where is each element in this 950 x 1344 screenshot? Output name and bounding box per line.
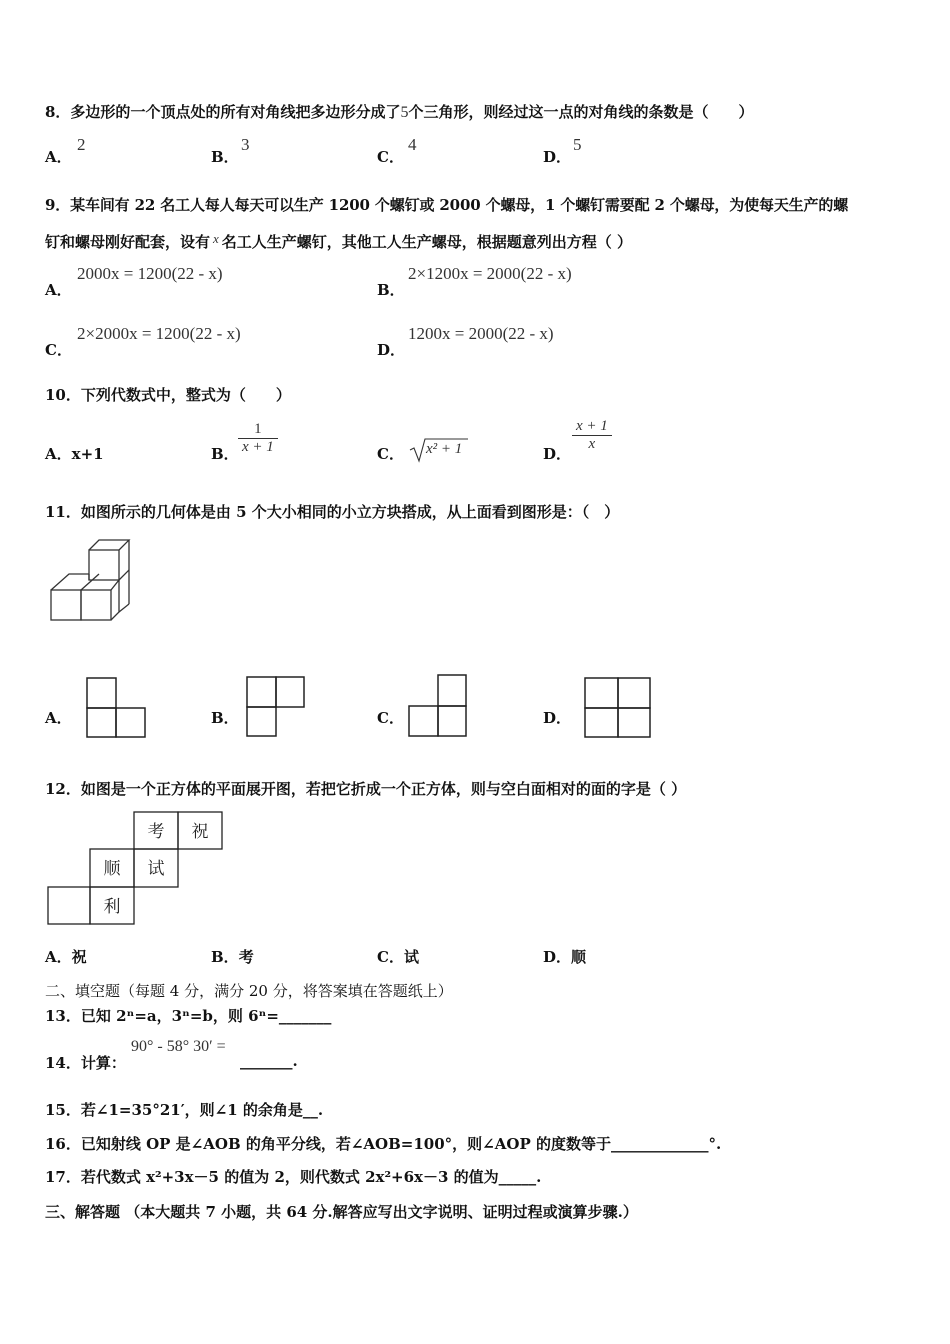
- q8-option-c-value: 4: [408, 135, 417, 154]
- option-label: D．: [543, 948, 572, 966]
- q9-option-b-label: B．: [377, 281, 405, 299]
- q14-prefix: 14．计算：: [45, 1054, 126, 1072]
- q11-option-d-figure: [583, 676, 653, 740]
- q12-option-a: [45, 946, 87, 967]
- net-face-zhu: 祝: [191, 822, 209, 842]
- q8-stem-a: 8．多边形的一个顶点处的所有对角线把多边形分成了: [45, 103, 401, 121]
- q11-option-a-label: A．: [45, 709, 72, 727]
- q8-option-d: [543, 146, 571, 167]
- q10-option-b-fraction: [238, 421, 278, 456]
- net-face-li: 利: [103, 897, 121, 917]
- section-3-heading: 三、解答题 （本大题共 7 小题，共 64 分.解答应写出文字说明、证明过程或演算步骤.）: [45, 1203, 638, 1221]
- q9-option-c-label: C．: [45, 341, 72, 359]
- option-label: B．: [211, 948, 239, 966]
- q8-option-b: [211, 146, 239, 167]
- net-face-shi: 试: [147, 859, 165, 879]
- q9-option-b-value: 2×1200x = 2000(22 - x): [408, 264, 572, 283]
- q10-stem: 10．下列代数式中，整式为（ ）: [45, 386, 291, 404]
- q16: 16．已知射线 OP 是∠AOB 的角平分线，若∠AOB=100°，则∠AOP 的度数等于_____________°.: [45, 1135, 722, 1153]
- q14: [45, 1052, 126, 1073]
- q9-option-a-value: 2000x = 1200(22 - x): [77, 264, 223, 283]
- q11-stem: 11．如图所示的几何体是由 5 个大小相同的小立方块搭成，从上面看到图形是：（ ）: [45, 503, 620, 521]
- net-face-shun: 顺: [103, 859, 121, 879]
- q15: 15．若∠1=35°21′，则∠1 的余角是__.: [45, 1101, 324, 1119]
- option-label: A．: [45, 148, 72, 166]
- q11-option-c-figure: [407, 673, 469, 739]
- q14-blank: _______.: [240, 1052, 298, 1070]
- q11-option-b-figure: [245, 675, 307, 739]
- q9-option-c-value: 2×2000x = 1200(22 - x): [77, 324, 241, 343]
- option-label: A．: [45, 948, 72, 966]
- fraction-denominator: x: [588, 436, 596, 452]
- option-value: 考: [238, 948, 254, 966]
- q8-stem-b: 个三角形，则经过这一点的对角线的条数是（ ）: [408, 103, 754, 121]
- fraction-numerator: 1: [238, 421, 278, 439]
- option-label: C．: [377, 948, 404, 966]
- q10-option-c-sqrt: [408, 436, 470, 468]
- option-label: B．: [211, 148, 239, 166]
- option-value: x+1: [71, 445, 104, 463]
- section-2-heading: 二、填空题（每题 4 分，满分 20 分，将答案填在答题纸上）: [45, 982, 453, 1000]
- q8-stem-num: 5: [400, 104, 409, 121]
- q9-option-a-label: A．: [45, 281, 72, 299]
- q12-option-b: [211, 946, 254, 967]
- q9-option-d-value: 1200x = 2000(22 - x): [408, 324, 554, 343]
- option-label: A．: [45, 445, 72, 463]
- q8-option-b-value: 3: [241, 135, 250, 154]
- q12-option-c: [377, 946, 419, 967]
- q12-option-d: [543, 946, 586, 967]
- q8-option-a-value: 2: [77, 135, 86, 154]
- q9-line2-b: 名工人生产螺钉，其他工人生产螺母，根据题意列出方程（ ）: [221, 233, 633, 251]
- q12-stem: 12．如图是一个正方体的平面展开图，若把它折成一个正方体，则与空白面相对的面的字是（ ）: [45, 780, 687, 798]
- q10-option-d-fraction: [572, 418, 612, 453]
- q11-option-d-label: D．: [543, 709, 572, 727]
- q9-option-d-label: D．: [377, 341, 406, 359]
- net-face-kao: 考: [147, 822, 165, 842]
- q8-stem: [45, 101, 753, 122]
- q10-option-d-label: D．: [543, 445, 572, 463]
- q11-option-c-label: C．: [377, 709, 404, 727]
- option-value: 祝: [71, 948, 87, 966]
- option-label: C．: [377, 148, 404, 166]
- q9-stem-line2: [45, 231, 632, 252]
- q9-line2-a: 钉和螺母刚好配套，设有: [45, 233, 211, 251]
- q11-option-b-label: B．: [211, 709, 239, 727]
- q13: 13．已知 2ⁿ=a，3ⁿ=b，则 6ⁿ=_______: [45, 1007, 332, 1025]
- q8-option-d-value: 5: [573, 135, 582, 154]
- q8-option-a: [45, 146, 72, 167]
- fraction-denominator: x + 1: [242, 439, 274, 455]
- sqrt-radicand: x² + 1: [426, 441, 463, 457]
- option-value: 顺: [571, 948, 587, 966]
- q14-expression: 90° - 58° 30′ =: [131, 1038, 226, 1055]
- q10-option-b-label: B．: [211, 445, 239, 463]
- q9-stem-line1: 9．某车间有 22 名工人每人每天可以生产 1200 个螺钉或 2000 个螺母，1 个螺钉需要配 2 个螺母，为使每天生产的螺: [45, 196, 849, 214]
- q11-option-a-figure: [85, 676, 147, 740]
- option-label: D．: [543, 148, 572, 166]
- q11-solid-figure: [47, 538, 137, 628]
- q8-option-c: [377, 146, 404, 167]
- q9-line2-var: x: [213, 231, 219, 246]
- q10-option-a: [45, 443, 104, 464]
- q12-cube-net: [46, 810, 224, 928]
- q10-option-c-label: C．: [377, 445, 404, 463]
- q17: 17．若代数式 x²+3x－5 的值为 2，则代数式 2x²+6x－3 的值为_____.: [45, 1168, 542, 1186]
- fraction-numerator: x + 1: [572, 418, 612, 436]
- option-value: 试: [403, 948, 419, 966]
